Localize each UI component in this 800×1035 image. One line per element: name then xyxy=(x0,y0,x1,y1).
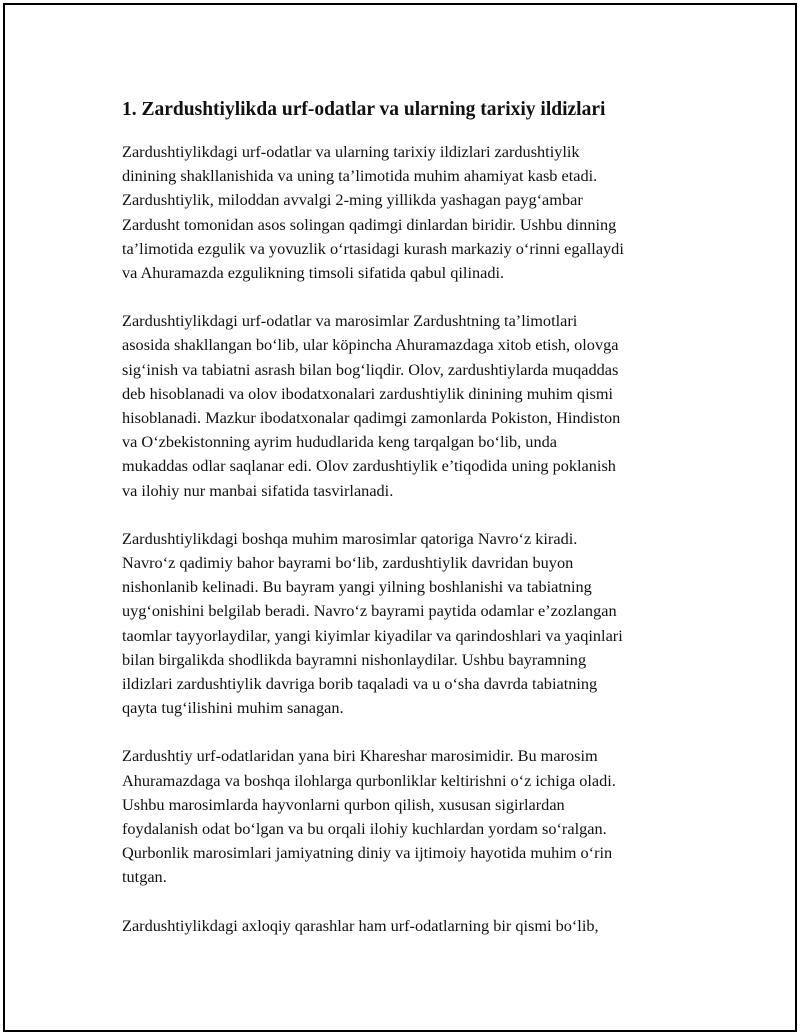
text-line: va ilohiy nur manbai sifatida tasvirlanadi. xyxy=(122,480,394,500)
text-line: sig‘inish va tabiatni asrash bilan bog‘liqdir. Olov, zardushtiylarda muqaddas xyxy=(122,359,619,379)
text-line: Qurbonlik marosimlari jamiyatning diniy va ijtimoiy hayotida muhim o‘rin xyxy=(122,843,613,863)
text-line: nishonlanib kelinadi. Bu bayram yangi yilning boshlanishi va tabiatning xyxy=(122,577,592,597)
text-line: hisoblanadi. Mazkur ibodatxonalar qadimgi zamonlarda Pokiston, Hindiston xyxy=(122,408,621,428)
paragraph xyxy=(122,744,702,889)
text-line: Navro‘z qadimiy bahor bayrami bo‘lib, zardushtiylik davridan buyon xyxy=(122,553,574,573)
text-line: ta’limotida ezgulik va yovuzlik o‘rtasidagi kurash markaziy o‘rinni egallaydi xyxy=(122,238,624,258)
text-line: va O‘zbekistonning ayrim hududlarida keng tarqalgan bo‘lib, unda xyxy=(122,432,557,452)
text-line: taomlar tayyorlaydilar, yangi kiyimlar kiyadilar va qarindoshlari va yaqinlari xyxy=(122,625,623,645)
paragraph xyxy=(122,527,702,721)
text-line: mukaddas odlar saqlanar edi. Olov zardushtiylik e’tiqodida uning poklanish xyxy=(122,456,616,476)
text-line: qayta tug‘ilishini muhim sanagan. xyxy=(122,698,344,718)
text-line: Ushbu marosimlarda hayvonlarni qurbon qilish, xususan sigirlardan xyxy=(122,794,565,814)
page-frame xyxy=(3,3,797,1032)
paragraph xyxy=(122,140,702,285)
text-line: Zardusht tomonidan asos solingan qadimgi dinlardan biridir. Ushbu dinning xyxy=(122,214,617,234)
text-line: Ahuramazdaga va boshqa ilohlarga qurbonliklar keltirishni o‘z ichiga oladi. xyxy=(122,770,616,790)
text-line: ildizlari zardushtiylik davriga borib taqaladi va u o‘sha davrda tabiatning xyxy=(122,674,598,694)
text-line: Zardushtiylikdagi urf-odatlar va ularning tarixiy ildizlari zardushtiylik xyxy=(122,142,580,161)
paragraph xyxy=(122,914,702,938)
text-line: dinining shakllanishida va uning ta’limotida muhim ahamiyat kasb etadi. xyxy=(122,166,598,186)
text-line: Zardushtiy urf-odatlaridan yana biri Khareshar marosimidir. Bu marosim xyxy=(122,746,598,766)
text-line: uyg‘onishini belgilab beradi. Navro‘z bayrami paytida odamlar e’zozlangan xyxy=(122,601,617,621)
document-body xyxy=(122,98,702,962)
text-line: deb hisoblanadi va olov ibodatxonalari zardushtiylik dinining muhim qismi xyxy=(122,383,614,403)
text-line: tutgan. xyxy=(122,867,167,887)
text-line: Zardushtiylikdagi axloqiy qarashlar ham urf-odatlarning bir qismi bo‘lib, xyxy=(122,915,599,935)
text-line: asosida shakllangan bo‘lib, ular köpincha Ahuramazdaga xitob etish, olovga xyxy=(122,335,619,355)
text-line: bilan birgalikda shodlikda bayramni nishonlaydilar. Ushbu bayramning xyxy=(122,649,587,669)
text-line: foydalanish odat bo‘lgan va bu orqali ilohiy kuchlardan yordam so‘ralgan. xyxy=(122,819,607,839)
paragraph xyxy=(122,309,702,503)
text-line: va Ahuramazda ezgulikning timsoli sifatida qabul qilinadi. xyxy=(122,263,505,283)
paragraphs-container xyxy=(122,140,702,938)
text-line: Zardushtiylikdagi boshqa muhim marosimlar qatoriga Navro‘z kiradi. xyxy=(122,528,578,548)
section-heading: 1. Zardushtiylikda urf-odatlar va ularning tarixiy ildizlari xyxy=(122,99,606,120)
text-line: Zardushtiylikdagi urf-odatlar va marosimlar Zardushtning ta’limotlari xyxy=(122,311,578,331)
text-line: Zardushtiylik, miloddan avvalgi 2-ming yillikda yashagan payg‘ambar xyxy=(122,190,583,210)
